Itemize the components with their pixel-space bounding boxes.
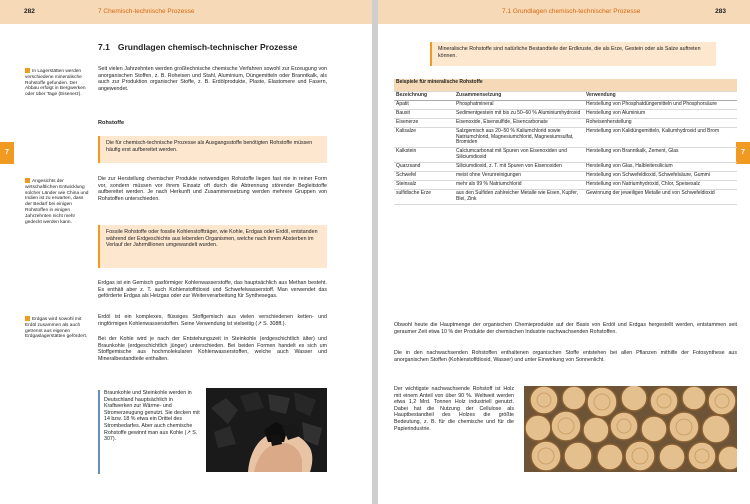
right-chapter-tab: 7 xyxy=(736,142,750,164)
photo-caption-kohle: Braunkohle und Steinkohle werden in Deutschland hauptsächlich in Kraftwerken zur Wärme- und Stromerzeugung genutzt. Sie decken mit 14 bzw. 18 % etwa ein Drittel des Strombedarfes. Aber auch chemische Rohstoffe gewinnt man aus Kohle (↗ S. 307). xyxy=(104,390,200,443)
paragraph-holz: Der wichtigste nachwachsende Rohstoff ist Holz mit einem Anteil von über 90 %. Weltweit werden etwa 1,2 Mrd. Tonnen Holz industriell genutzt. Dabei hat die Nutzung der Cellulose als Hauptbestandteil des Holzes die größte Bedeutung, z. B. für die chemische und für die Papierindustrie. xyxy=(394,386,514,432)
column-header-verwendung: Verwendung xyxy=(584,92,737,101)
sidenote-erdgas: Erdgas wird sowohl mit Erdöl zusammen als auch getrennt aus eigenen Erdgaslagerstätten gefördert. xyxy=(25,317,88,340)
table-row: Eisenerze Eisenoxide, Eisensulfide, Eisencarbonate Roheisenherstellung xyxy=(394,118,737,127)
paragraph-erdgas: Erdgas ist ein Gemisch gasförmiger Kohlenwasserstoffe, das hauptsächlich aus Methan besteht. Es enthält aber z. T. auch Kohlenstoffdioxid und Schwefelwasserstoff. Man verwendet das geförderte Erdgas als Heizgas oder zur Weiterverarbeitung für Synthesegas. xyxy=(98,280,327,300)
table-title: Beispiele für mineralische Rohstoffe xyxy=(394,79,737,92)
right-page xyxy=(378,0,750,504)
timber-photo xyxy=(524,386,737,472)
minerals-table xyxy=(394,79,737,205)
right-page-number: 283 xyxy=(715,8,726,15)
paragraph-kohle: Bei der Kohle wird je nach der Entstehungszeit in Steinkohle (erdgeschichtlich älter) und Braunkohle (erdgeschichtlich jünger) unterschieden. Bei beiden Formen handelt es sich um Stoffgemische aus hochmolekularen Kohlenwasserstoffen, welche auch Wasser und Mineralbestandteile enthalten. xyxy=(98,336,327,362)
left-page-number: 282 xyxy=(24,8,35,15)
table-row: Apatit Phosphatmineral Herstellung von Phosphatdüngemitteln und Phosphorsäure xyxy=(394,100,737,109)
subheading-rohstoffe: Rohstoffe xyxy=(98,120,125,126)
note-marker-icon xyxy=(25,68,30,73)
left-chapter-title: 7 Chemisch-technische Prozesse xyxy=(98,8,195,15)
right-header xyxy=(378,0,750,24)
log-pile-image xyxy=(524,386,737,472)
table-row: Steinsalz mehr als 99 % Natriumchlorid Herstellung von Natriumhydroxid, Chlor, Speisesalz xyxy=(394,180,737,189)
left-chapter-tab: 7 xyxy=(0,142,14,164)
paragraph-aufbereitung: Die zur Herstellung chemischer Produkte notwendigen Rohstoffe liegen fast nie in reiner Form vor, sondern müssen vor ihrem Einsatz oft durch die Abtrennung störender Begleitstoffe aufbereitet werden. Je nach Herkunft und Zusammensetzung werden mehrere Gruppen von Rohstoffen unterschieden. xyxy=(98,176,327,202)
sidenote-bedarf: Angesichts der wirtschaftlichen Entwicklung solcher Länder wie China und Indien ist zu erwarten, dass der Bedarf bei einigen Rohstoffen in einigen Jahrzehnten nicht mehr gedeckt werden kann. xyxy=(25,179,89,225)
paragraph-nachwachsende-rohstoffe: Obwohl heute die Hauptmenge der organischen Chemieprodukte auf der Basis von Erdöl und Erdgas hergestellt werden, entstammen seit geraumer Zeit etwa 10 % der Produkte der chemischen Industrie nachwachsenden Rohstoffen. xyxy=(394,322,737,335)
table-row: Bauxit Sedimentgestein mit bis zu 50–60 % Aluminiumhydroxid Herstellung von Aluminium xyxy=(394,109,737,118)
table-row: Kalisalze Salzgemisch aus 20–50 % Kaliumchlorid sowie Natriumchlorid, Magnesiumchlorid, Magnesiumsulfat, Bromiden Herstellung von Kalidüngemitteln, Kaliumhydroxid und Brom xyxy=(394,127,737,148)
table-row: Quarzsand Siliciumdioxid, z. T. mit Spuren von Eisenoxiden Herstellung von Glas, Halbleitersilicium xyxy=(394,163,737,172)
paragraph-fotosynthese: Die in den nachwachsenden Rohstoffen enthaltenen organischen Stoffe entstehen bei allen Pflanzen mithilfe der Fotosynthese aus anorganischen Stoffen (Kohlenstoffdioxid, Wasser) und unter Einwirkung von Sonnenlicht. xyxy=(394,350,737,363)
section-heading: 7.1 Grundlagen chemisch-technischer Prozesse xyxy=(98,42,298,52)
caption-bar xyxy=(98,390,100,474)
table-row: Schwefel meist ohne Verunreinigungen Herstellung von Schwefeldioxid, Schwefelsäure, Gummi xyxy=(394,172,737,181)
table-row: sulfidische Erze aus den Sulfiden zahlreicher Metalle wie Eisen, Kupfer, Blei, Zink Gewinnung der jeweiligen Metalle und von Schwefeldioxid xyxy=(394,189,737,204)
coal-image xyxy=(206,388,327,472)
table-row: Kalkstein Calciumcarbonat mit Spuren von Eisenoxiden und Siliciumdioxid Herstellung von Branntkalk, Zement, Glas xyxy=(394,148,737,163)
paragraph-erdoel: Erdöl ist ein komplexes, flüssiges Stoffgemisch aus vielen verschiedenen ketten- und ringförmigen Kohlenwasserstoffen. Seine Verwendung ist vielseitig (↗ S. 308ff.). xyxy=(98,314,327,327)
intro-paragraph: Seit vielen Jahrzehnten werden großtechnische chemische Verfahren sowohl zur Erzeugung von anorganischen Stoffen, z. B. Roheisen und Stahl, Aluminium, Düngemitteln oder Branntkalk, als auch zur Produktion organischer Stoffe, z. B. Erdölprodukte, Plaste, Elastomere und Fasern, angewendet. xyxy=(98,66,327,92)
sidenote-lagerstaetten: In Lagerstätten werden verschiedene mineralische Rohstoffe gefunden. Der Abbau erfolgt in Bergwerken oder über Tage (Eisenerz). xyxy=(25,69,86,98)
left-header xyxy=(0,0,372,24)
note-marker-icon xyxy=(25,316,30,321)
column-header-zusammensetzung: Zusammensetzung xyxy=(454,92,584,101)
info-box-fossile-rohstoffe: Fossile Rohstoffe oder fossile Kohlenstoffträger, wie Kohle, Erdgas oder Erdöl, entstanden während der Erdgeschichte aus lebenden Organismen, welche nach ihrem Absterben im Verlauf der Jahrmillionen umgewandelt wurden. xyxy=(98,225,327,268)
column-header-bezeichnung: Bezeichnung xyxy=(394,92,454,101)
right-chapter-title: 7.1 Grundlagen chemisch-technischer Prozesse xyxy=(502,8,641,15)
info-box-mineralische-rohstoffe: Mineralische Rohstoffe sind natürliche Bestandteile der Erdkruste, die als Erze, Gestein oder als Salze auftreten können. xyxy=(430,42,716,66)
info-box-rohstoffe: Die für chemisch-technische Prozesse als Ausgangsstoffe benötigten Rohstoffe müssen häufig erst aufbereitet werden. xyxy=(98,136,327,163)
note-marker-icon xyxy=(25,178,30,183)
left-page xyxy=(0,0,372,504)
coal-photo xyxy=(206,388,327,472)
